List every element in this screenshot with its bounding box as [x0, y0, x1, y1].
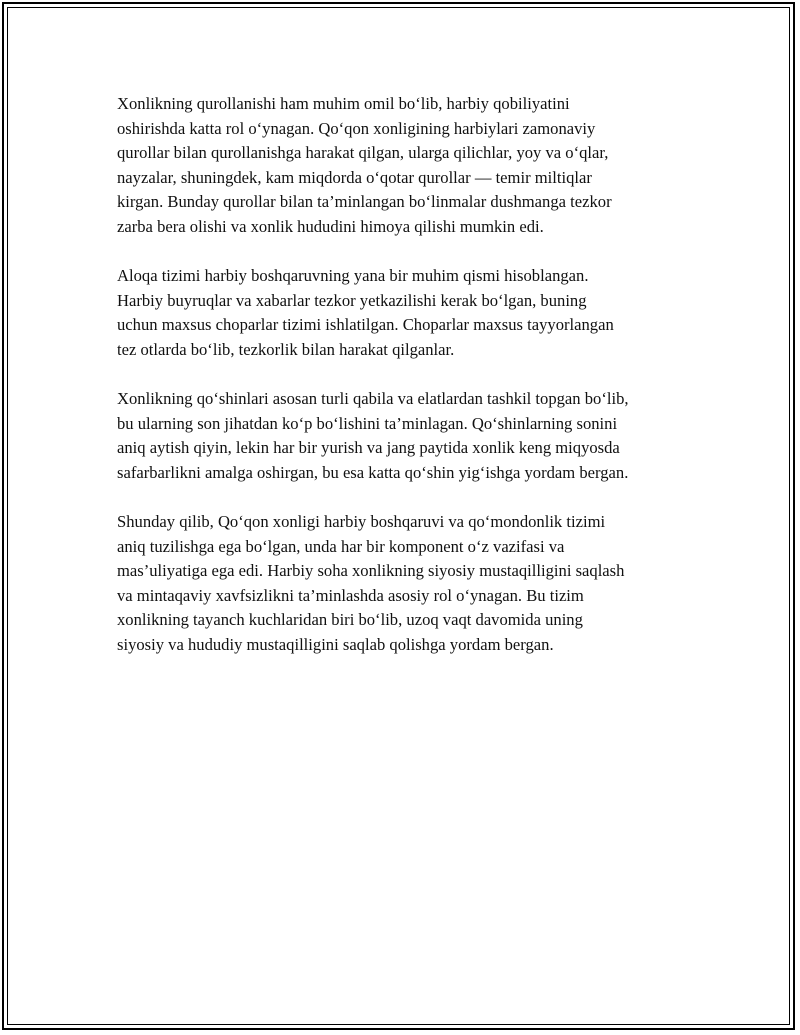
document-body [117, 92, 697, 682]
paragraph-conclusion: Shunday qilib, Qo‘qon xonligi harbiy boshqaruvi va qo‘mondonlik tizimi aniq tuzilishga ega bo‘lgan, unda har bir komponent o‘z vazifasi va mas’uliyatiga ega edi. Harbiy soha xonlikning siyosiy mustaqilligini saqlash va mintaqaviy xavfsizlikni ta’minlashda asosiy rol o‘ynagan. Bu tizim xonlikning tayanch kuchlaridan biri bo‘lib, uzoq vaqt davomida uning siyosiy va hududiy mustaqilligini saqlab qolishga yordam bergan. [117, 512, 625, 655]
paragraph-communication: Aloqa tizimi harbiy boshqaruvning yana bir muhim qismi hisoblangan. Harbiy buyruqlar va xabarlar tezkor yetkazilishi kerak bo‘lgan, buning uchun maxsus choparlar tizimi ishlatilgan. Choparlar maxsus tayyorlangan tez otlarda bo‘lib, tezkorlik bilan harakat qilganlar. [117, 266, 614, 359]
paragraph-army-composition: Xonlikning qo‘shinlari asosan turli qabila va elatlardan tashkil topgan bo‘lib, bu ularning son jihatdan ko‘p bo‘lishini ta’minlagan. Qo‘shinlarning sonini aniq aytish qiyin, lekin har bir yurish va jang paytida xonlik keng miqyosda safarbarlikni amalga oshirgan, bu esa katta qo‘shin yig‘ishga yordam bergan. [117, 389, 629, 482]
paragraph-weaponry: Xonlikning qurollanishi ham muhim omil bo‘lib, harbiy qobiliyatini oshirishda katta rol o‘ynagan. Qo‘qon xonligining harbiylari zamonaviy qurollar bilan qurollanishga harakat qilgan, ularga qilichlar, yoy va o‘qlar, nayzalar, shuningdek, kam miqdorda o‘qotar qurollar — temir miltiqlar kirgan. Bunday qurollar bilan ta’minlangan bo‘linmalar dushmanga tezkor zarba bera olishi va xonlik hududini himoya qilishi mumkin edi. [117, 94, 612, 236]
